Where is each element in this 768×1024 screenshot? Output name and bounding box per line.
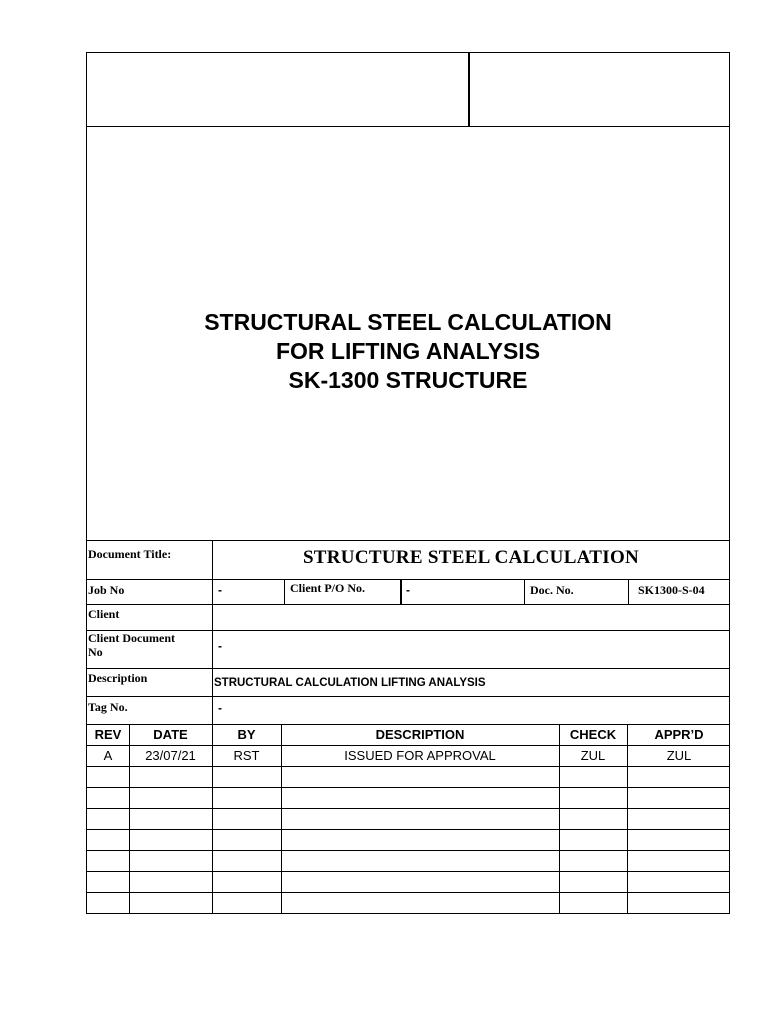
title-line-3: SK-1300 STRUCTURE bbox=[288, 367, 528, 393]
divider bbox=[284, 579, 285, 604]
divider bbox=[87, 829, 729, 830]
table-cell-description: ISSUED FOR APPROVAL bbox=[344, 748, 496, 763]
divider bbox=[87, 745, 729, 746]
table-cell-apprd: ZUL bbox=[666, 748, 692, 763]
col-header-by: BY bbox=[237, 727, 256, 742]
table-cell-by: RST bbox=[233, 748, 260, 763]
divider bbox=[628, 579, 629, 604]
header-logo-box bbox=[87, 53, 470, 127]
col-header-apprd: APPR’D bbox=[654, 727, 704, 742]
doc-no-label: Doc. No. bbox=[530, 583, 574, 597]
document-sheet bbox=[86, 52, 730, 914]
document-title-value: STRUCTURE STEEL CALCULATION bbox=[302, 547, 640, 568]
divider bbox=[87, 696, 729, 697]
divider bbox=[87, 724, 729, 725]
divider bbox=[87, 540, 729, 541]
divider bbox=[87, 871, 729, 872]
col-header-check: CHECK bbox=[569, 727, 617, 742]
header-info-box bbox=[470, 53, 729, 127]
job-no-value: - bbox=[218, 583, 222, 597]
divider bbox=[87, 766, 729, 767]
document-main-title bbox=[87, 308, 729, 395]
divider bbox=[87, 892, 729, 893]
divider bbox=[87, 668, 729, 669]
title-line-1: STRUCTURAL STEEL CALCULATION bbox=[204, 309, 612, 335]
divider bbox=[400, 579, 402, 604]
description-value: STRUCTURAL CALCULATION LIFTING ANALYSIS bbox=[214, 677, 486, 689]
col-header-date: DATE bbox=[153, 727, 188, 742]
job-no-label: Job No bbox=[88, 583, 125, 597]
divider bbox=[87, 808, 729, 809]
table-cell-check: ZUL bbox=[580, 748, 606, 763]
divider bbox=[87, 604, 729, 605]
client-label: Client bbox=[88, 607, 120, 621]
divider bbox=[87, 787, 729, 788]
client-po-label: Client P/O No. bbox=[290, 581, 365, 595]
document-title-label: Document Title: bbox=[88, 547, 172, 561]
client-document-value: - bbox=[218, 639, 222, 653]
col-header-rev: REV bbox=[94, 727, 122, 742]
table-cell-date: 23/07/21 bbox=[145, 748, 196, 763]
divider bbox=[524, 579, 525, 604]
client-document-label-2: No bbox=[88, 645, 103, 659]
table-cell-rev: A bbox=[103, 748, 113, 763]
title-line-2: FOR LIFTING ANALYSIS bbox=[275, 338, 541, 364]
description-label: Description bbox=[88, 671, 148, 685]
divider bbox=[87, 630, 729, 631]
divider bbox=[87, 850, 729, 851]
tag-no-label: Tag No. bbox=[88, 700, 128, 714]
client-document-label: Client Document bbox=[88, 631, 175, 645]
doc-no-value: SK1300-S-04 bbox=[638, 583, 705, 597]
col-header-description: DESCRIPTION bbox=[375, 727, 465, 742]
tag-no-value: - bbox=[218, 701, 222, 715]
divider bbox=[87, 579, 729, 580]
client-po-value: - bbox=[406, 583, 410, 597]
